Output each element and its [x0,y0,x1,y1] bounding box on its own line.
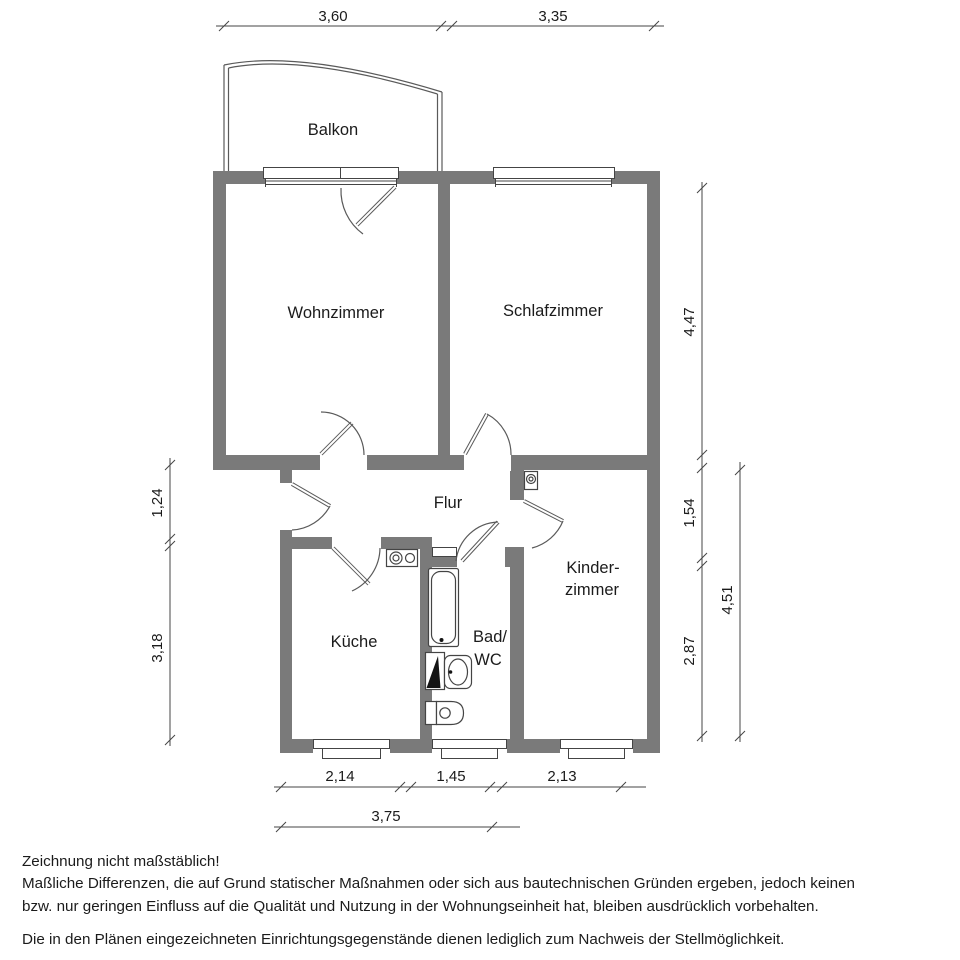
dim-right-1: 4,47 [681,307,698,337]
dim-top-1: 3,60 [318,8,348,25]
door-bad [456,522,498,561]
dim-right-outer [719,462,745,742]
wall-kinder-upper [510,470,524,500]
label-schlafzimmer: Schlafzimmer [503,302,603,320]
opening-door-wohnzimmer [320,454,367,471]
wall-bad-top-step [432,556,457,567]
dim-top-2: 3,35 [538,8,568,25]
wall-bad-kinder [510,547,524,753]
window-kueche [314,740,390,759]
label-kinder-1: Kinder- [566,559,620,577]
door-kinderzimmer [524,501,563,548]
opening-entry-door [280,483,292,530]
note-line-1: Zeichnung nicht maßstäblich! [22,853,220,870]
dim-right-2: 1,54 [681,498,698,528]
shaft-icon [426,653,445,690]
washbasin-icon [445,656,472,689]
door-schlafzimmer [465,414,511,455]
dim-right-total: 4,51 [719,585,736,615]
dim-top [216,8,664,31]
bad-niche-line [433,548,457,557]
label-flur: Flur [433,494,463,512]
door-entry [292,484,330,530]
dim-bottom-total-label: 3,75 [371,808,401,825]
doors [292,187,563,591]
dim-bottom-2: 1,45 [436,768,466,785]
wall-left-upper [213,171,226,470]
label-bad-2: WC [474,651,502,669]
kitchen-sink-icon [387,550,418,567]
opening-door-schlafzimmer [464,454,511,471]
door-balcony [341,187,395,234]
note-line-2: Maßliche Differenzen, die auf Grund statischer Maßnahmen oder sich aus bautechnischen Gründen ergeben, jedoch keinen [22,875,855,893]
label-kueche: Küche [330,633,378,651]
window-bad [433,740,507,759]
disclaimer-notes [22,851,954,952]
label-balkon: Balkon [307,121,359,139]
label-kinder-2: zimmer [564,581,620,599]
dim-left-2: 3,18 [149,633,166,663]
window-schlafzimmer [494,168,615,188]
door-wohnzimmer [321,412,364,455]
toilet-icon [426,702,464,725]
dim-right-3: 2,87 [681,636,698,666]
outlet-icon [525,472,538,490]
dim-bottom-3: 2,13 [547,768,577,785]
dim-right-inner [681,182,707,742]
dim-left [149,458,175,746]
dim-bottom-1: 2,14 [325,768,355,785]
wall-divider-wohn-schlaf [438,184,450,455]
window-wohnzimmer [264,168,399,188]
dim-bottom-total [274,808,520,832]
door-kueche [333,548,380,591]
note-line-4: Die in den Plänen eingezeichneten Einrichtungsgegenstände dienen lediglich zum Nachweis der Stellmöglichkeit. [22,931,785,949]
dim-left-1: 1,24 [149,488,166,518]
opening-door-kueche [332,536,381,550]
dim-bottom [274,768,646,792]
balcony-railing [224,61,442,171]
note-line-3: bzw. nur geringen Einfluss auf die Qualität und Nutzung in der Wohnungseinheit hat, bleiben ausdrücklich vorbehalten. [22,897,819,915]
label-bad-1: Bad/ [473,628,507,646]
label-wohnzimmer: Wohnzimmer [287,304,385,322]
bathtub-icon [429,569,459,647]
window-kinderzimmer [561,740,633,759]
